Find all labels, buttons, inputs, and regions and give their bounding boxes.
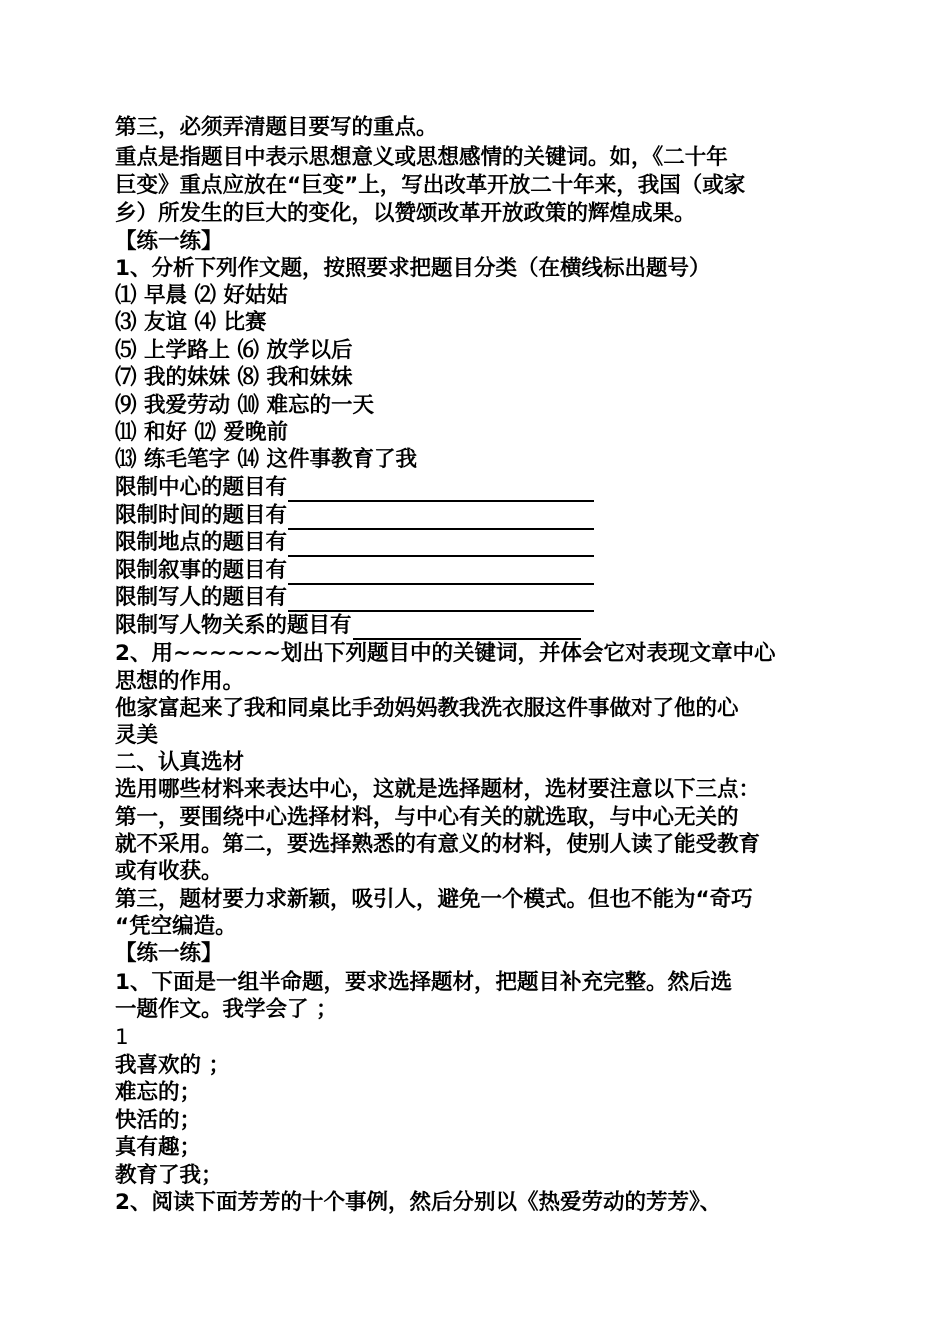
line-text: 限制写人的题目有 [115,585,288,610]
line-text: 选用哪些材料来表达中心，这就是选择题材，选材要注意以下三点： [115,777,761,802]
text-line [115,1052,230,1080]
text-line [115,776,760,804]
title-list-item [115,446,417,474]
line-text: ⑴ 早晨 ⑵ 好姑姑 [115,283,288,308]
text-line [115,1024,129,1052]
line-text: 第三，必须弄清题目要写的重点。 [115,115,438,140]
title-list-item [115,364,352,392]
text-line [115,804,739,832]
answer-blank[interactable] [288,533,594,557]
section-heading [115,749,244,777]
text-line [115,969,732,997]
line-text: 二、认真选材 [115,750,245,775]
title-list-item [115,392,374,420]
answer-blank[interactable] [288,561,594,585]
line-text: “凭空编造。 [115,914,237,939]
line-text: 限制地点的题目有 [115,530,288,555]
line-text: 2、阅读下面芳芳的十个事例，然后分别以《热爱劳动的芳芳》、 [115,1190,722,1215]
title-list-item [115,309,266,337]
line-text: ⑸ 上学路上 ⑹ 放学以后 [115,338,353,363]
text-line [115,255,710,283]
text-line [115,1079,201,1107]
line-text: 1 [115,1025,129,1050]
text-line [115,913,237,941]
answer-blank[interactable] [353,616,581,640]
line-text: 快活的； [115,1108,202,1133]
section-heading [115,228,223,256]
answer-blank[interactable] [288,478,594,502]
line-text: 难忘的； [115,1080,202,1105]
text-line [115,114,438,142]
line-text: 一题作文。我学会了 ； [115,997,338,1022]
line-text: 第一，要围绕中心选择材料，与中心有关的就选取，与中心无关的 [115,805,739,830]
title-list-item [115,337,352,365]
text-line [115,722,158,750]
line-text: 乡）所发生的巨大的变化，以赞颂改革开放政策的辉煌成果。 [115,201,696,226]
line-text: 限制中心的题目有 [115,475,288,500]
line-text: 【练一练】 [115,941,223,966]
text-line [115,1107,201,1135]
text-line [115,668,244,696]
text-line [115,831,760,859]
text-line [115,886,753,914]
line-text: 教育了我； [115,1163,223,1188]
text-line [115,1189,721,1217]
section-heading [115,940,223,968]
line-text: 限制时间的题目有 [115,503,288,528]
text-line [115,640,776,668]
text-line [115,1162,223,1190]
answer-line [115,474,594,502]
line-text: ⑼ 我爱劳动 ⑽ 难忘的一天 [115,393,374,418]
line-text: 2、用~~~~~~划出下列题目中的关键词，并体会它对表现文章中心 [115,641,776,666]
answer-line [115,529,594,557]
answer-blank[interactable] [288,506,594,530]
line-text: 1、分析下列作文题，按照要求把题目分类（在横线标出题号） [115,256,711,281]
answer-line [115,612,581,640]
line-text: 灵美 [115,723,159,748]
answer-blank[interactable] [288,588,594,612]
answer-line [115,557,594,585]
title-list-item [115,282,288,310]
line-text: 重点是指题目中表示思想意义或思想感情的关键词。如，《二十年 [115,145,728,170]
line-text: 第三，题材要力求新颖，吸引人，避免一个模式。但也不能为“奇巧 [115,887,753,912]
line-text: 巨变》重点应放在“巨变”上，写出改革开放二十年来，我国（或家 [115,173,746,198]
text-line [115,695,739,723]
line-text: 限制写人物关系的题目有 [115,613,352,638]
line-text: 他家富起来了我和同桌比手劲妈妈教我洗衣服这件事做对了他的心 [115,696,739,721]
line-text: ⑾ 和好 ⑿ 爱晚前 [115,420,288,445]
line-text: ⑶ 友谊 ⑷ 比赛 [115,310,267,335]
text-line [115,996,338,1024]
text-line [115,858,223,886]
answer-line [115,502,594,530]
line-text: 真有趣； [115,1135,202,1160]
line-text: 或有收获。 [115,859,223,884]
line-text: 1、下面是一组半命题，要求选择题材，把题目补充完整。然后选 [115,970,732,995]
text-line [115,172,745,200]
line-text: 我喜欢的 ； [115,1053,230,1078]
text-line [115,200,696,228]
text-line [115,144,728,172]
line-text: ⒀ 练毛笔字 ⒁ 这件事教育了我 [115,447,417,472]
line-text: 就不采用。第二，要选择熟悉的有意义的材料，使别人读了能受教育 [115,832,761,857]
text-line [115,1134,201,1162]
line-text: 限制叙事的题目有 [115,558,288,583]
line-text: 思想的作用。 [115,669,245,694]
line-text: 【练一练】 [115,229,223,254]
title-list-item [115,419,288,447]
answer-line [115,584,594,612]
line-text: ⑺ 我的妹妹 ⑻ 我和妹妹 [115,365,353,390]
